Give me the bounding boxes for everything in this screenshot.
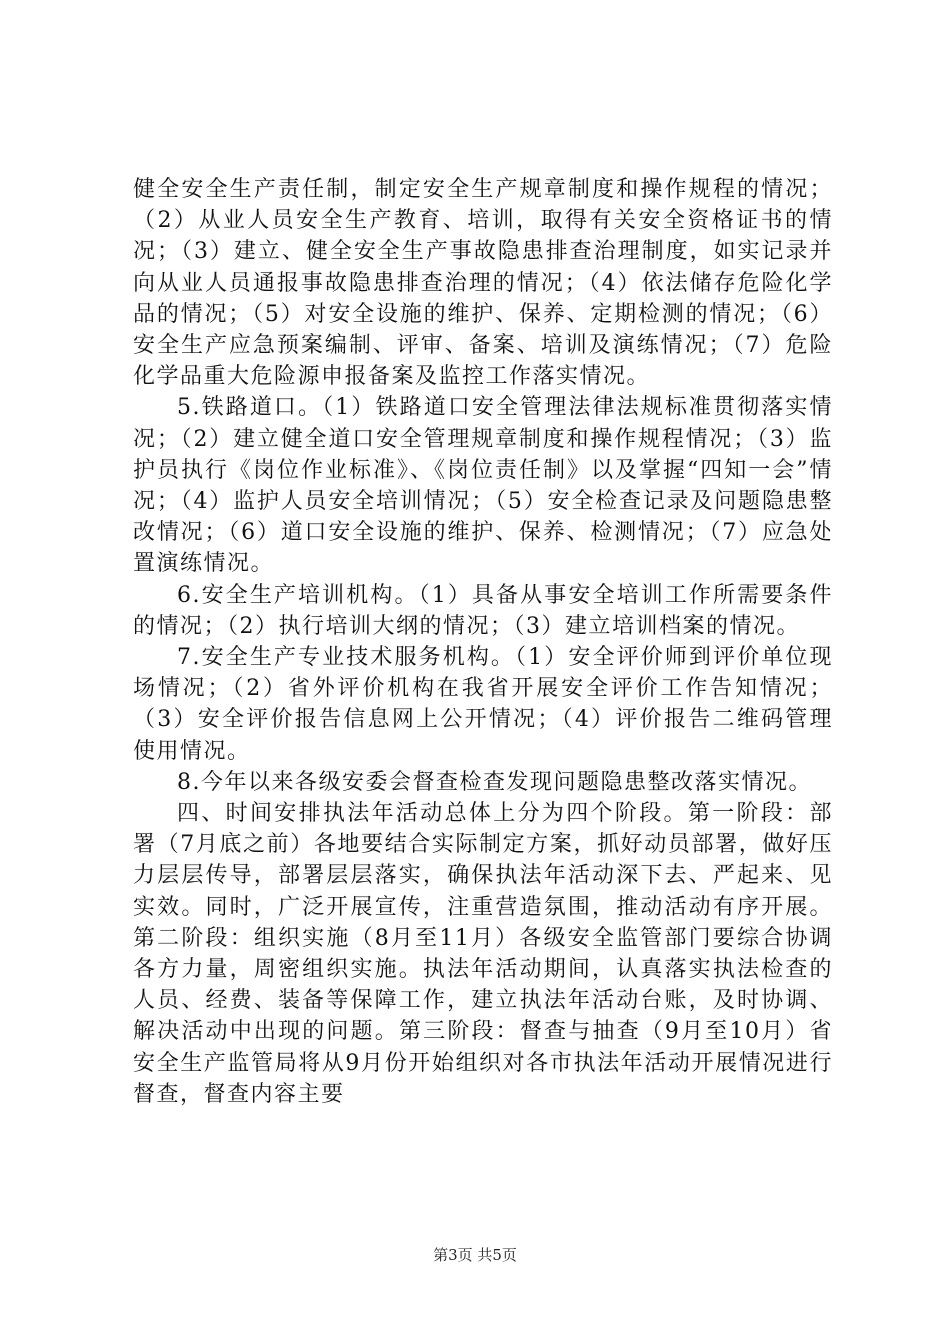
paragraph-rectification: 8.今年以来各级安委会督查检查发现问题隐患整改落实情况。 bbox=[177, 769, 812, 795]
document-body bbox=[133, 174, 833, 1110]
paragraph-continuation: 健全安全生产责任制，制定安全生产规章制度和操作规程的情况；（2）从业人员安全生产教育、培训，取得有关安全资格证书的情况；（3）建立、健全安全生产事故隐患排查治理制度，如实记录并向从业人员通报事故隐患排查治理的情况；（4）依法储存危险化学品的情况；（5）对安全设施的维护、保养、定期检测的情况；（6）安全生产应急预案编制、评审、备案、培训及演练情况；（7）危险化学品重大危险源申报备案及监控工作落实情况。 bbox=[133, 177, 833, 390]
paragraph-training-institutions: 6.安全生产培训机构。（1）具备从事安全培训工作所需要条件的情况；（2）执行培训大纲的情况；（3）建立培训档案的情况。 bbox=[133, 582, 833, 639]
paragraph-time-schedule: 四、时间安排执法年活动总体上分为四个阶段。第一阶段：部署（7月底之前）各地要结合实际制定方案，抓好动员部署，做好压力层层传导，部署层层落实，确保执法年活动深下去、严起来、见实效。同时，广泛开展宣传，注重营造氛围，推动活动有序开展。第二阶段：组织实施（8月至11月）各级安全监管部门要综合协调各方力量，周密组织实施。执法年活动期间，认真落实执法检查的人员、经费、装备等保障工作，建立执法年活动台账，及时协调、解决活动中出现的问题。第三阶段：督查与抽查（9月至10月）省安全生产监管局将从9月份开始组织对各市执法年活动开展情况进行督查，督查内容主要 bbox=[133, 801, 833, 1107]
page-number-label: 第3页 共5页 bbox=[433, 1246, 517, 1264]
paragraph-railway-crossing: 5.铁路道口。（1）铁路道口安全管理法律法规标准贯彻落实情况；（2）建立健全道口安全管理规章制度和操作规程情况；（3）监护员执行《岗位作业标准》、《岗位责任制》以及掌握“四知一会”情况；（4）监护人员安全培训情况；（5）安全检查记录及问题隐患整改情况；（6）道口安全设施的维护、保养、检测情况；（7）应急处置演练情况。 bbox=[133, 395, 833, 577]
paragraph-technical-service-institutions: 7.安全生产专业技术服务机构。（1）安全评价师到评价单位现场情况；（2）省外评价机构在我省开展安全评价工作告知情况；（3）安全评价报告信息网上公开情况；（4）评价报告二维码管理使用情况。 bbox=[133, 645, 833, 764]
page-footer bbox=[0, 1245, 950, 1265]
